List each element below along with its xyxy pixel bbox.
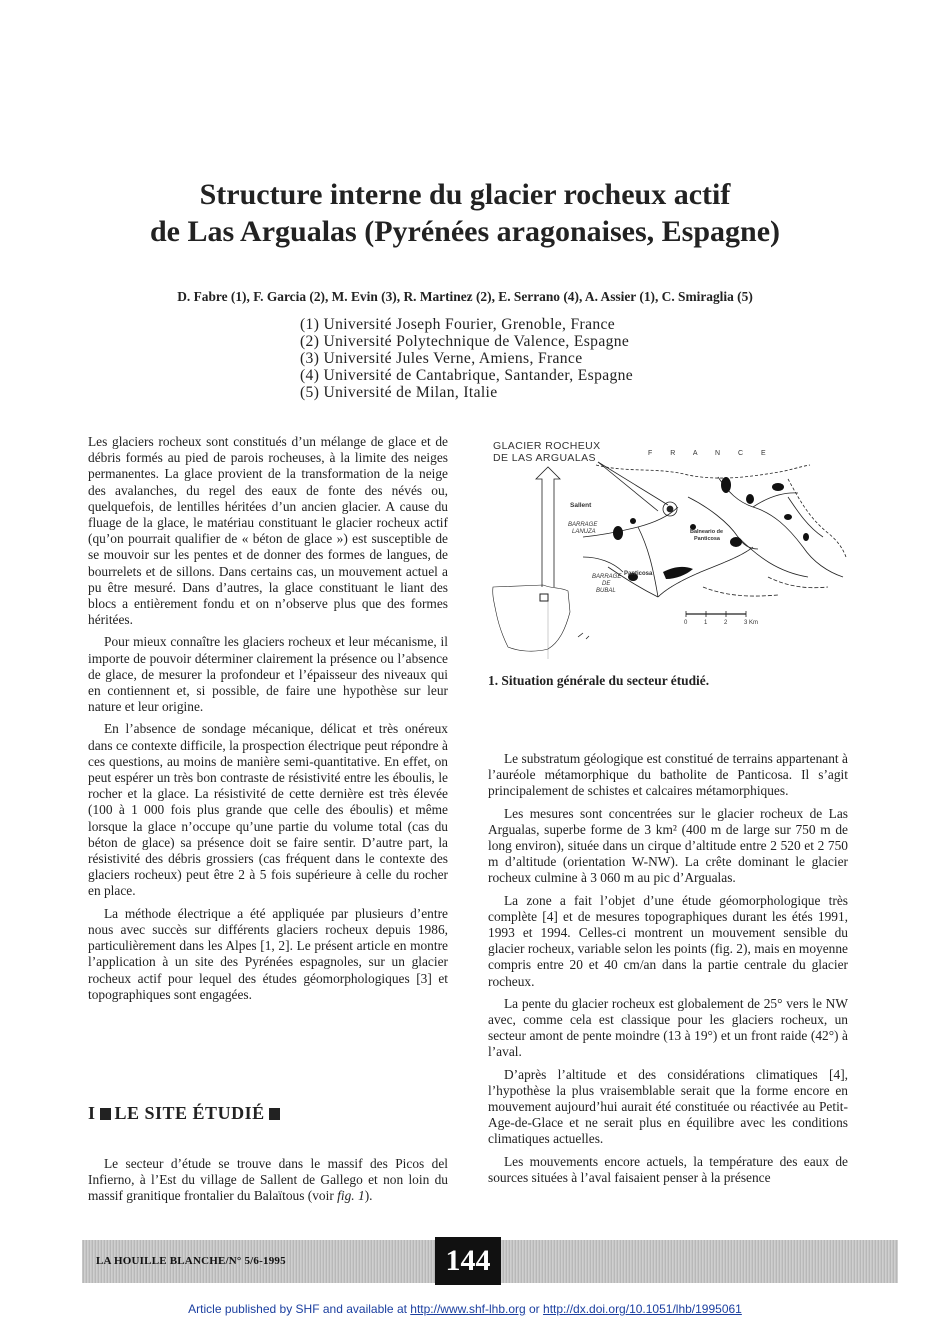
paragraph: D’après l’altitude et des considérations climatiques [4], l’hypothèse la plus vraisemblable serait que la forme encore en mouvement aujourd’hui aurait été constituée ou réactivée au Petit-Age-de-Glace et ne serait plus en équilibre avec les conditions climatiques actuelles. (488, 1066, 848, 1147)
affiliation-item: (3) Université Jules Verne, Amiens, France (300, 350, 583, 367)
map-label-glacier: GLACIER ROCHEUX (493, 440, 601, 452)
map-label-panticosa: Panticosa (624, 571, 653, 577)
section-title: LE SITE ÉTUDIÉ (114, 1103, 265, 1123)
journal-name: LA HOUILLE BLANCHE/N° 5/6-1995 (96, 1255, 286, 1267)
map-label-barrage: DE (602, 581, 611, 587)
paragraph: La méthode électrique a été appliquée par plusieurs d’entre nous avec succès sur différents glaciers rocheux depuis 1986, particulièrement dans les Alpes [1, 2]. Le présent article en montre l’application à un site des Pyrénées espagnoles, sur un glacier rocheux actif pour lequel des études géomorphologiques [3] et topographiques sont engagées. (88, 905, 448, 1002)
location-map (488, 437, 853, 659)
figure-caption: 1. Situation générale du secteur étudié. (488, 673, 710, 688)
map-label-balneario: Balneario de (690, 529, 724, 535)
affiliation-item: (5) Université de Milan, Italie (300, 384, 498, 401)
scale-tick-label: 1 (704, 620, 708, 626)
section-body (88, 1156, 448, 1205)
map-label-france: F R A N C E (648, 450, 774, 457)
page-number: 144 (435, 1237, 501, 1285)
map-label-barrage: LANUZA (572, 529, 596, 535)
map-drawing (488, 437, 853, 659)
scale-tick-label: 0 (684, 620, 688, 626)
section-heading (88, 1103, 284, 1124)
affiliation-item: (2) Université Polytechnique de Valence, Espagne (300, 333, 630, 350)
shf-link[interactable]: http://www.shf-lhb.org (410, 1302, 526, 1316)
left-column (88, 434, 448, 1003)
map-label-barrage: BARRAGE (568, 522, 598, 528)
publication-notice: Article published by SHF and available at http://www.shf-lhb.org or http://dx.doi.org/10.1051/lhb/1995061 (188, 1302, 742, 1316)
map-label-balneario: Panticosa (694, 536, 720, 542)
title-line-2: de Las Argualas (Pyrénées aragonaises, Espagne) (150, 215, 780, 248)
paragraph: En l’absence de sondage mécanique, délicat et très onéreux dans ce contexte difficile, la prospection électrique peut répondre à ces questions, au moins de manière semi-quantitative. En effet, on peut espérer un très bon contraste de résistivité entre les éboulis, le rocher et la glace. La résistivité de cette dernière est très élevée (100 à 1 000 fois plus grande que celle des éboulis) et même lorsque la glace n’occupe qu’une partie du volume total (cas du béton de glace) sa présence doit se faire sentir. D’autre part, la résistivité des débris grossiers (cas fréquent dans le contexte des glaciers rocheux) peut être 2 à 5 fois supérieure à celle du rocher en place. (88, 721, 448, 899)
paragraph: La pente du glacier rocheux est globalement de 25° vers le NW avec, comme cela est classique pour les glaciers rocheux, un secteur amont de pente moindre (13 à 19°) et un front raide (42°) à l’aval. (488, 995, 848, 1060)
scale-tick-label: 2 (724, 620, 728, 626)
title-line-1: Structure interne du glacier rocheux actif (199, 178, 731, 211)
affiliation-item: (1) Université Joseph Fourier, Grenoble, France (300, 316, 616, 333)
article-title (0, 176, 930, 250)
doi-link[interactable]: http://dx.doi.org/10.1051/lhb/1995061 (543, 1302, 742, 1316)
map-label-barrage: BARRAGE (592, 574, 622, 580)
paragraph: Les glaciers rocheux sont constitués d’un mélange de glace et de débris formés au pied de parois rocheuses, à la limite des neiges permanentes. La glace provient de la transformation de la neige des avalanches, du regel des eaux de fonte des névés ou, quelquefois, de lentilles héritées d’un ancien glacier. A cause du fluage de la glace, le matériau constituant le glacier rocheux actif (qu’on pourrait qualifier de « béton de glace ») est susceptible de se mouvoir sur les pentes et de donner des formes de langues, de bourrelets et de sillons. Dans certains cas, un mouvement actuel a pu être mesuré. Dans d’autres, la glace constituant le liant des blocs a entièrement fondu et on n’observe plus que des formes héritées. (88, 434, 448, 628)
affiliation-item: (4) Université de Cantabrique, Santander, Espagne (300, 367, 634, 384)
map-label-glacier: DE LAS ARGUALAS (493, 452, 596, 464)
author-list: D. Fabre (1), F. Garcia (2), M. Evin (3), R. Martinez (2), E. Serrano (4), A. Assier (1), C. Smiraglia (5) (177, 289, 753, 304)
section-number: I (88, 1103, 96, 1123)
scale-tick-label: 3 Km (744, 620, 759, 626)
affiliation-list (300, 316, 633, 401)
paragraph: La zone a fait l’objet d’une étude géomorphologique très complète [4] et de mesures topographiques durant les étés 1991, 1993 et 1994. Celles-ci montrent un mouvement sensible du glacier rocheux, variable selon les points (fig. 2), mais en moyenne compris entre 20 et 40 cm/an dans la partie centrale du glacier rocheux. (488, 892, 848, 989)
map-label-sallent: Sallent (570, 502, 592, 509)
paragraph: Les mesures sont concentrées sur le glacier rocheux de Las Argualas, superbe forme de 3 km² (400 m de large sur 750 m de long environ), située dans un cirque d’altitude entre 2 520 et 2 750 m d’altitude (orientation W-NW). La crête dominant le glacier rocheux culmine à 3 060 m au pic d’Argualas. (488, 805, 848, 886)
paragraph: Le substratum géologique est constitué de terrains appartenant à l’auréole métamorphique du batholite de Panticosa. Il s’agit principalement de schistes et calcaires métamorphiques. (488, 751, 848, 799)
right-column (488, 751, 848, 1186)
paragraph: Le secteur d’étude se trouve dans le massif des Picos del Infierno, à l’Est du village de Sallent de Gallego et non loin du massif granitique frontalier du Balaïtous (voir fig. 1). (88, 1156, 448, 1204)
paragraph: Pour mieux connaître les glaciers rocheux et leur mécanisme, il importe de pouvoir déterminer clairement la présence ou l’absence de glace, de mesurer la profondeur et l’épaisseur des niveaux qui en contiennent et, si possible, de faire une hypothèse sur leur nature et leur origine. (88, 634, 448, 715)
square-bullet-icon (100, 1108, 111, 1120)
square-bullet-icon (269, 1108, 280, 1120)
map-label-barrage: BUBAL (596, 588, 616, 594)
figure-reference: fig. 1 (337, 1188, 365, 1204)
paragraph: Les mouvements encore actuels, la température des eaux de sources situées à l’aval faisaient penser à la présence (488, 1153, 848, 1185)
